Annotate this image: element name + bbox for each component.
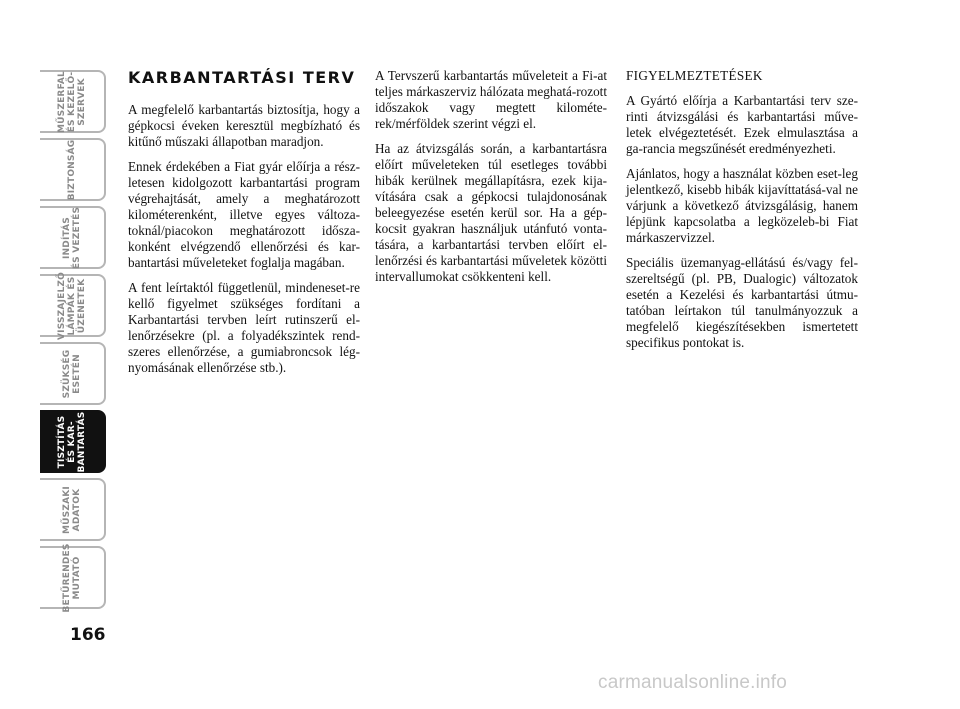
tab-warning-lights[interactable] — [40, 271, 106, 340]
column-2 — [375, 68, 607, 294]
paragraph: Ennek érdekében a Fiat gyár előírja a rész-letesen kidolgozott karbantartási program végrehajtását, amely a meghatározott kilométerenként, illetve egyes változa-toknál/piacokon meghatározott idősza-konként elvégzendő ellenőrzési és kar-bantartási műveleteket foglalja magában. — [128, 159, 360, 270]
paragraph: A fent leírtaktól függetlenül, mindeneset-re kellő figyelmet szükséges fordítani a Karbantartási tervben leírt rutinszerű el-lenőrzésekre (pl. a folyadékszintek rend-szeres ellenőrzése, a gumiabroncsok lég-nyomásának ellenőrzése stb.). — [128, 280, 360, 375]
paragraph: A Tervszerű karbantartás műveleteit a Fi-at teljes márkaszerviz hálózata meghatá-rozott időszakok vagy megtett kilométe-rek/mérföldek szerint végzi el. — [375, 68, 607, 131]
tab-maintenance[interactable] — [40, 410, 106, 473]
watermark: carmanualsonline.info — [598, 672, 788, 693]
tab-label: INDÍTÁS ÉS VEZETÉS — [62, 206, 82, 269]
tab-emergency[interactable] — [40, 342, 106, 405]
tab-safety[interactable] — [40, 138, 106, 201]
tab-index[interactable] — [40, 542, 106, 613]
page-title: KARBANTARTÁSI TERV — [128, 68, 356, 87]
tab-instruments[interactable] — [40, 70, 106, 133]
paragraph: A megfelelő karbantartás biztosítja, hogy a gépkocsi éveken keresztül megbízható és kitűnő műszaki állapotban maradjon. — [128, 102, 360, 149]
tab-label: BETŰRENDES MUTATÓ — [62, 542, 82, 613]
tab-label: MŰSZERFAL ÉS KEZELŐ- SZERVEK — [57, 70, 87, 133]
paragraph: Ha az átvizsgálás során, a karbantartásra előírt műveleteken túl esetleges további hibák kerülnek megállapításra, ezek kija-vítására csak a gépkocsi tulajdonosának beleegyezése esetén kerül sor. Ha a gép-kocsit gyakran használjuk utánfutó vonta-tására, a karbantartási tervben előírt el-lenőrzési és karbantartási műveletek közötti intervallumokat csökkenteni kell. — [375, 141, 607, 284]
paragraph: A Gyártó előírja a Karbantartási terv sze-rinti átvizsgálási és karbantartási műve-letek elvégeztetését. Ezek elmulasztása a ga-rancia megszűnését eredményezheti. — [626, 93, 858, 156]
warnings-title: FIGYELMEZTETÉSEK — [626, 68, 763, 83]
column-1 — [128, 68, 360, 385]
tab-label: TISZTÍTÁS ÉS KAR- BANTARTÁS — [57, 411, 87, 472]
paragraph: Speciális üzemanyag-ellátású és/vagy fel-szereltségű (pl. PB, Dualogic) változatok esetén a Kezelési és karbantartási útmu-tatóban leírtakon túl tanulmányozzuk a megfelelő kiegészítésekben ismertetett specifikus pontokat is. — [626, 255, 858, 350]
tab-label: VISSZAJELZŐ LÁMPÁK ÉS ÜZENETEK — [57, 271, 87, 340]
tab-starting[interactable] — [40, 206, 106, 269]
tab-label: BIZTONSÁG — [67, 139, 77, 200]
page-number: 166 — [70, 625, 106, 645]
tab-label: SZÜKSÉG ESETÉN — [62, 349, 82, 398]
paragraph: Ajánlatos, hogy a használat közben eset-leg jelentkező, kisebb hibák kijavíttatásá-val ne várjunk a következő átvizsgálásig, hanem lépjünk kapcsolatba a legközeleb-bi Fiat márkaszervizzel. — [626, 166, 858, 245]
tab-label: MŰSZAKI ADATOK — [62, 485, 82, 534]
column-3 — [626, 68, 858, 360]
tab-technical-data[interactable] — [40, 478, 106, 541]
